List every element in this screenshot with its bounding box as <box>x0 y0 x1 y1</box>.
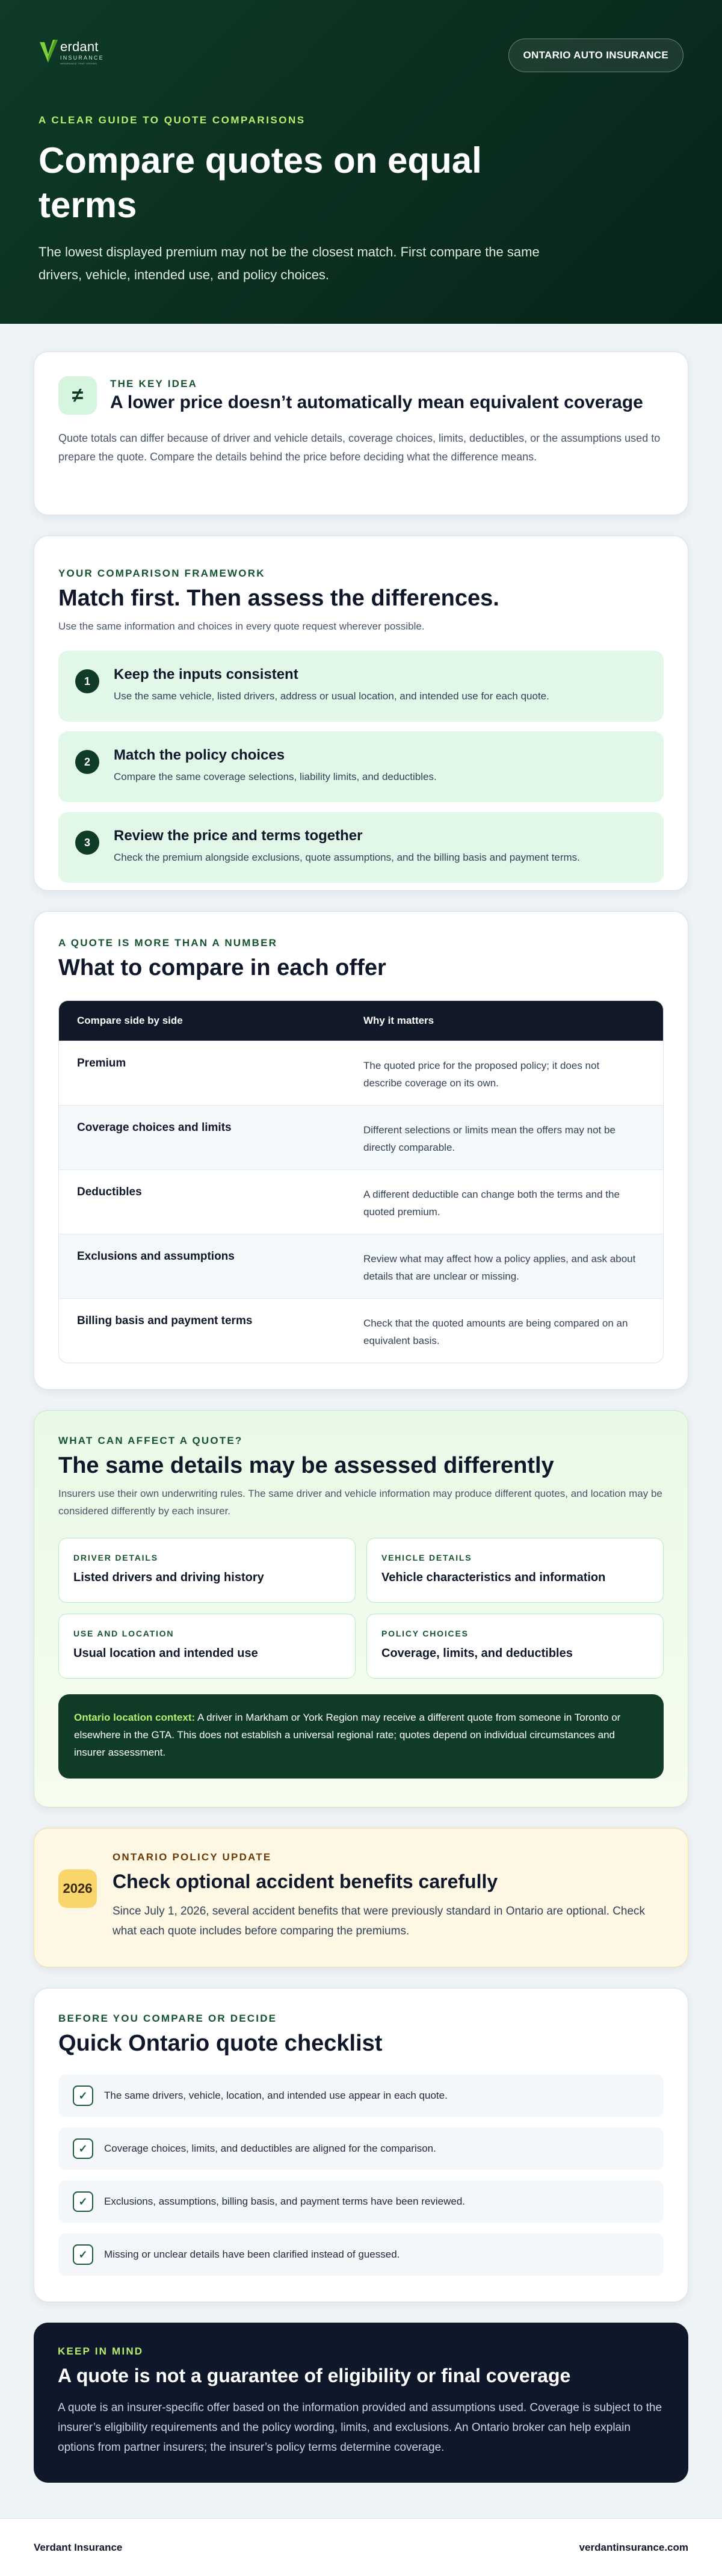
table-header-compare: Compare side by side <box>77 1015 183 1026</box>
step-number-badge: 1 <box>75 669 99 693</box>
factor-box-vehicle <box>366 1538 664 1603</box>
step-title: Review the price and terms together <box>114 828 363 844</box>
verdant-v-logo-icon <box>39 39 59 65</box>
factor-title: Vehicle characteristics and information <box>381 1571 606 1584</box>
comparison-table <box>58 1000 664 1363</box>
compare-eyebrow: A QUOTE IS MORE THAN A NUMBER <box>58 937 278 949</box>
step-number-badge: 3 <box>75 831 99 855</box>
table-row <box>59 1234 663 1298</box>
factors-description: Insurers use their own underwriting rules. The same driver and vehicle information may produce different quotes, and location may be considered differently by each insurer. <box>58 1488 662 1517</box>
checklist-item-text: Missing or unclear details have been clarified instead of guessed. <box>104 2249 400 2260</box>
factor-title: Listed drivers and driving history <box>73 1571 264 1584</box>
policy-body: Since July 1, 2026, several accident benefits that were previously standard in Ontario are optional. Check what each quote includes before comparing the premiums. <box>113 1905 646 1937</box>
checklist-item[interactable] <box>58 2128 664 2170</box>
key-idea-eyebrow: THE KEY IDEA <box>110 378 198 389</box>
checkmark-icon[interactable]: ✓ <box>73 2138 93 2159</box>
step-description: Compare the same coverage selections, liability limits, and deductibles. <box>114 771 437 782</box>
framework-step <box>58 651 664 722</box>
main-content <box>0 324 722 2483</box>
table-cell-item: Deductibles <box>77 1186 142 1198</box>
footer-website-link[interactable]: verdantinsurance.com <box>579 2541 688 2553</box>
quote-factors-card <box>34 1410 688 1807</box>
framework-steps <box>58 651 664 883</box>
step-number-badge: 2 <box>75 750 99 774</box>
key-idea-title: A lower price doesn’t automatically mean equivalent coverage <box>110 392 643 412</box>
factor-title: Usual location and intended use <box>73 1647 258 1660</box>
table-cell-item: Premium <box>77 1057 126 1070</box>
checklist-item-text: Exclusions, assumptions, billing basis, and payment terms have been reviewed. <box>104 2196 466 2207</box>
factor-title: Coverage, limits, and deductibles <box>381 1647 573 1660</box>
hero-eyebrow: A CLEAR GUIDE TO QUOTE COMPARISONS <box>39 114 306 126</box>
compare-title: What to compare in each offer <box>58 955 386 980</box>
table-cell-why: Different selections or limits mean the offers may not be directly comparable. <box>363 1124 616 1153</box>
comparison-framework-card <box>34 536 688 891</box>
step-title: Keep the inputs consistent <box>114 666 298 683</box>
policy-update-card <box>34 1828 688 1968</box>
key-idea-card <box>34 351 688 515</box>
table-header-row <box>59 1001 663 1041</box>
table-cell-why: Check that the quoted amounts are being compared on an equivalent basis. <box>363 1317 628 1346</box>
factor-label: USE AND LOCATION <box>73 1629 174 1638</box>
table-row <box>59 1169 663 1234</box>
table-cell-item: Billing basis and payment terms <box>77 1314 253 1327</box>
table-row <box>59 1041 663 1105</box>
keep-in-mind-card <box>34 2323 688 2483</box>
keep-in-mind-body: A quote is an insurer-specific offer based on the information provided and assumptions used. Coverage is subject to the insurer’s eligibility requirements and the policy wording, limits, and exclusions. An Ontario broker can help explain options from partner insurers; the insurer’s policy terms determine coverage. <box>58 2401 662 2454</box>
key-idea-body: Quote totals can differ because of driver and vehicle details, coverage choices, limits, deductibles, or the assumptions used to prepare the quote. Compare the details behind the price before deciding what the difference means. <box>58 432 661 463</box>
checklist-title: Quick Ontario quote checklist <box>58 2031 383 2056</box>
logo-subtitle: INSURANCE <box>60 55 104 61</box>
hero-description: The lowest displayed premium may not be the closest match. First compare the same drivers, vehicle, intended use, and policy choices. <box>39 244 540 282</box>
checklist-item[interactable] <box>58 2075 664 2117</box>
framework-step <box>58 812 664 883</box>
factor-box-driver <box>58 1538 356 1603</box>
table-row <box>59 1298 663 1363</box>
factor-label: POLICY CHOICES <box>381 1629 469 1638</box>
table-cell-why: A different deductible can change both the terms and the quoted premium. <box>363 1189 620 1218</box>
step-title: Match the policy choices <box>114 747 285 763</box>
factor-label: DRIVER DETAILS <box>73 1553 158 1562</box>
factors-title: The same details may be assessed differently <box>58 1453 554 1478</box>
logo-text <box>60 40 104 65</box>
factor-box-location <box>58 1614 356 1679</box>
table-row <box>59 1105 663 1169</box>
framework-eyebrow: YOUR COMPARISON FRAMEWORK <box>58 568 265 579</box>
framework-step <box>58 731 664 802</box>
footer-brand: Verdant Insurance <box>34 2541 123 2553</box>
keep-in-mind-title: A quote is not a guarantee of eligibility or final coverage <box>58 2365 571 2386</box>
policy-eyebrow: ONTARIO POLICY UPDATE <box>113 1851 272 1863</box>
checklist-item-text: The same drivers, vehicle, location, and intended use appear in each quote. <box>104 2090 448 2101</box>
policy-title: Check optional accident benefits carefully <box>113 1871 498 1892</box>
framework-description: Use the same information and choices in every quote request wherever possible. <box>58 621 425 632</box>
page-footer <box>0 2518 722 2576</box>
compare-offer-card <box>34 911 688 1390</box>
step-description: Use the same vehicle, listed drivers, address or usual location, and intended use for each quote. <box>114 690 549 702</box>
ontario-location-context <box>58 1694 664 1779</box>
table-header-why: Why it matters <box>363 1015 434 1026</box>
ontario-auto-insurance-pill[interactable]: ONTARIO AUTO INSURANCE <box>508 39 683 72</box>
checklist-items <box>58 2075 664 2276</box>
framework-title: Match first. Then assess the differences. <box>58 586 499 611</box>
quote-checklist-card <box>34 1988 688 2302</box>
keep-in-mind-eyebrow: KEEP IN MIND <box>58 2345 144 2357</box>
table-cell-why: The quoted price for the proposed policy; it does not describe coverage on its own. <box>363 1060 600 1089</box>
table-cell-item: Exclusions and assumptions <box>77 1250 235 1263</box>
hero-top-bar <box>39 0 683 114</box>
checklist-item-text: Coverage choices, limits, and deductibles are aligned for the comparison. <box>104 2143 436 2154</box>
table-cell-why: Review what may affect how a policy applies, and ask about details that are unclear or missing. <box>363 1253 636 1282</box>
page-title: Compare quotes on equal terms <box>39 140 482 225</box>
brand-logo[interactable] <box>39 39 104 65</box>
key-idea-header <box>58 376 664 415</box>
table-cell-item: Coverage choices and limits <box>77 1121 232 1134</box>
hero-banner <box>0 0 722 324</box>
logo-name: erdant <box>60 39 99 54</box>
ontario-context-label: Ontario location context: <box>74 1712 196 1723</box>
year-badge: 2026 <box>58 1869 97 1908</box>
checklist-item[interactable] <box>58 2181 664 2223</box>
checkmark-icon[interactable]: ✓ <box>73 2191 93 2212</box>
checkmark-icon[interactable]: ✓ <box>73 2085 93 2106</box>
step-description: Check the premium alongside exclusions, quote assumptions, and the billing basis and payment terms. <box>114 852 580 863</box>
ontario-context-text: A driver in Markham or York Region may receive a different quote from someone in Toronto or elsewhere in the GTA. This does not establish a universal regional rate; quotes depend on individual circumstances and insurer assessment. <box>74 1712 621 1758</box>
checkmark-icon[interactable]: ✓ <box>73 2244 93 2265</box>
factors-eyebrow: WHAT CAN AFFECT A QUOTE? <box>58 1435 243 1446</box>
factor-box-policy <box>366 1614 664 1679</box>
checklist-eyebrow: BEFORE YOU COMPARE OR DECIDE <box>58 2013 277 2024</box>
factors-grid <box>58 1538 664 1679</box>
not-equal-icon: ≠ <box>58 376 97 415</box>
factor-label: VEHICLE DETAILS <box>381 1553 472 1562</box>
logo-tagline: INSURANCE THAT GROWS <box>60 62 97 65</box>
checklist-item[interactable] <box>58 2234 664 2276</box>
